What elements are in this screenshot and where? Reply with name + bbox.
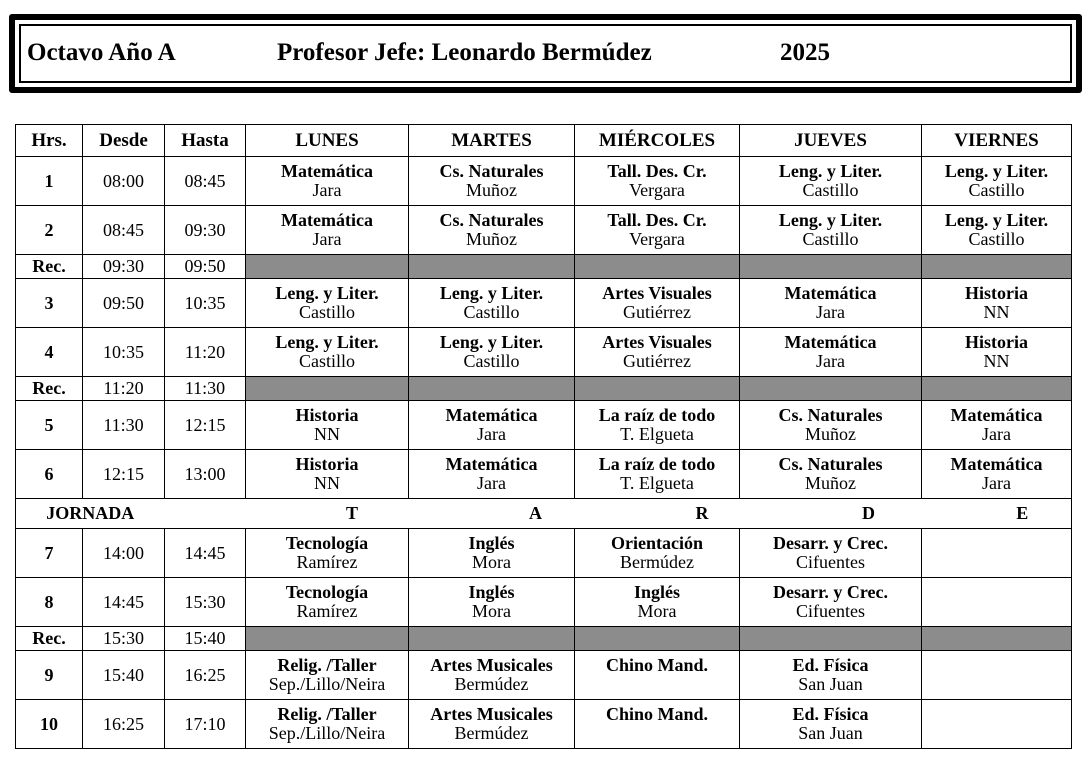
recess-cell <box>740 255 922 279</box>
subject-name: Leng. y Liter. <box>439 283 544 303</box>
teacher-name: Bermúdez <box>620 552 694 572</box>
recess-cell <box>575 377 740 401</box>
subject-name: Desarr. y Crec. <box>773 582 888 602</box>
teacher-name: Castillo <box>968 229 1025 249</box>
class-cell <box>922 401 1072 450</box>
recess-label: Rec. <box>16 627 83 651</box>
class-cell <box>740 450 922 499</box>
end-time: 12:15 <box>165 401 246 450</box>
subject-name: Matemática <box>784 283 877 303</box>
start-time: 08:00 <box>83 157 165 206</box>
teacher-name: Muñoz <box>466 229 517 249</box>
subject-name: Matemática <box>281 161 373 181</box>
subject-name: Cs. Naturales <box>778 454 883 474</box>
period-number: 2 <box>16 206 83 255</box>
recess-cell <box>575 255 740 279</box>
teacher-name: Muñoz <box>805 424 856 444</box>
subject-name: Inglés <box>633 582 680 602</box>
recess-cell <box>922 377 1072 401</box>
teacher-name: Jara <box>477 424 506 444</box>
teacher-name: Castillo <box>968 180 1025 200</box>
subject-name: Historia <box>295 405 359 425</box>
period-number: 4 <box>16 328 83 377</box>
subject-name: La raíz de todo <box>598 454 716 474</box>
class-cell <box>922 651 1072 700</box>
teacher-name: Jara <box>982 424 1011 444</box>
teacher-name: NN <box>314 473 340 493</box>
subject-name: Leng. y Liter. <box>275 332 379 352</box>
teacher-name: T. Elgueta <box>620 424 694 444</box>
subject-name: Matemática <box>281 210 373 230</box>
teacher-name: Jara <box>477 473 506 493</box>
end-time: 16:25 <box>165 651 246 700</box>
period-row <box>16 401 1072 450</box>
period-row <box>16 529 1072 578</box>
schedule-title-box <box>9 14 1082 93</box>
teacher-name: Gutiérrez <box>623 302 691 322</box>
teacher-name <box>922 715 1071 734</box>
class-cell <box>740 279 922 328</box>
recess-cell <box>922 255 1072 279</box>
teacher-name <box>575 724 739 743</box>
jornada-row <box>16 499 1072 529</box>
subject-name: Matemática <box>950 405 1043 425</box>
teacher-name: Muñoz <box>805 473 856 493</box>
class-cell <box>409 157 575 206</box>
recess-cell <box>740 377 922 401</box>
subject-name: Artes Musicales <box>430 704 553 724</box>
header-row <box>16 125 1072 157</box>
recess-row <box>16 627 1072 651</box>
class-cell <box>246 700 409 749</box>
teacher-name: T. Elgueta <box>620 473 694 493</box>
class-cell <box>246 651 409 700</box>
class-cell <box>246 328 409 377</box>
recess-cell <box>246 255 409 279</box>
teacher-name: Jara <box>312 180 342 200</box>
class-name: Octavo Año A <box>27 39 176 66</box>
jornada-spacer <box>165 499 246 529</box>
subject-name: Historia <box>295 454 359 474</box>
start-time: 14:45 <box>83 578 165 627</box>
class-cell <box>246 157 409 206</box>
subject-name: Matemática <box>445 405 538 425</box>
period-row <box>16 700 1072 749</box>
teacher-name: Muñoz <box>466 180 517 200</box>
jornada-letter: T <box>246 499 409 529</box>
class-cell <box>246 529 409 578</box>
teacher-name: San Juan <box>798 723 863 743</box>
class-cell <box>409 450 575 499</box>
teacher-name: Sep./Lillo/Neira <box>268 723 386 743</box>
subject-name: Relig. /Taller <box>277 655 377 675</box>
class-cell <box>922 279 1072 328</box>
subject-name: Artes Musicales <box>430 655 553 675</box>
title-inner-frame <box>19 24 1072 83</box>
subject-name: Leng. y Liter. <box>778 161 883 181</box>
teacher-name <box>922 544 1071 563</box>
subject-name: Matemática <box>950 454 1043 474</box>
class-cell <box>409 279 575 328</box>
subject-name: Ed. Física <box>792 704 869 724</box>
period-number: 6 <box>16 450 83 499</box>
class-cell <box>246 206 409 255</box>
subject-name: Ed. Física <box>792 655 869 675</box>
class-cell <box>409 328 575 377</box>
jornada-label: JORNADA <box>16 499 165 529</box>
teacher-name: Bermúdez <box>454 674 529 694</box>
subject-name: Leng. y Liter. <box>439 332 544 352</box>
teacher-name: Jara <box>312 229 342 249</box>
start-time: 12:15 <box>83 450 165 499</box>
subject-name: Artes Visuales <box>602 283 712 303</box>
class-cell <box>740 651 922 700</box>
period-row <box>16 450 1072 499</box>
class-cell <box>922 529 1072 578</box>
jornada-letter: E <box>922 499 1072 529</box>
subject-name: Inglés <box>468 582 515 602</box>
class-cell <box>246 279 409 328</box>
teacher-name: Jara <box>816 351 845 371</box>
jornada-letter: R <box>575 499 740 529</box>
jornada-letter: A <box>409 499 575 529</box>
recess-cell <box>740 627 922 651</box>
subject-name: Tecnología <box>285 582 369 602</box>
period-row <box>16 578 1072 627</box>
subject-name: Artes Visuales <box>602 332 712 352</box>
col-header-hrs: Hrs. <box>16 125 83 157</box>
class-cell <box>740 328 922 377</box>
recess-cell <box>409 627 575 651</box>
class-cell <box>409 206 575 255</box>
recess-label: Rec. <box>16 255 83 279</box>
teacher-name: Ramírez <box>296 552 358 572</box>
subject-name: Tall. Des. Cr. <box>607 210 707 230</box>
period-number: 10 <box>16 700 83 749</box>
col-header-friday: VIERNES <box>922 125 1072 157</box>
start-time: 15:30 <box>83 627 165 651</box>
class-cell <box>740 157 922 206</box>
jornada-block <box>16 499 1072 529</box>
subject-name: Orientación <box>611 533 703 553</box>
teacher-name: Mora <box>637 601 677 621</box>
subject-name: Leng. y Liter. <box>944 161 1049 181</box>
teacher-name: San Juan <box>798 674 863 694</box>
class-cell <box>575 206 740 255</box>
teacher-name: Castillo <box>298 302 355 322</box>
school-year: 2025 <box>780 39 830 66</box>
subject-name: La raíz de todo <box>598 405 716 425</box>
end-time: 11:30 <box>165 377 246 401</box>
end-time: 13:00 <box>165 450 246 499</box>
class-cell <box>409 401 575 450</box>
end-time: 08:45 <box>165 157 246 206</box>
teacher-name: Ramírez <box>296 601 358 621</box>
subject-name: Matemática <box>445 454 538 474</box>
class-cell <box>740 401 922 450</box>
class-cell <box>575 700 740 749</box>
col-header-to: Hasta <box>165 125 246 157</box>
col-header-monday: LUNES <box>246 125 409 157</box>
subject-name: Chino Mand. <box>605 704 709 724</box>
recess-cell <box>246 627 409 651</box>
class-cell <box>575 578 740 627</box>
class-cell <box>575 328 740 377</box>
subject-name: Relig. /Taller <box>277 704 377 724</box>
class-cell <box>409 700 575 749</box>
period-row <box>16 651 1072 700</box>
end-time: 17:10 <box>165 700 246 749</box>
subject-name: Historia <box>965 332 1028 352</box>
end-time: 10:35 <box>165 279 246 328</box>
subject-name: Leng. y Liter. <box>275 283 379 303</box>
subject-name: Matemática <box>784 332 877 352</box>
subject-name: Cs. Naturales <box>439 210 544 230</box>
start-time: 10:35 <box>83 328 165 377</box>
subject-name: Desarr. y Crec. <box>773 533 888 553</box>
class-cell <box>922 328 1072 377</box>
end-time: 14:45 <box>165 529 246 578</box>
class-cell <box>922 578 1072 627</box>
col-header-thursday: JUEVES <box>740 125 922 157</box>
start-time: 09:50 <box>83 279 165 328</box>
teacher-name: Castillo <box>802 180 859 200</box>
subject-name: Cs. Naturales <box>778 405 883 425</box>
subject-name: Leng. y Liter. <box>778 210 883 230</box>
class-cell <box>575 279 740 328</box>
recess-label: Rec. <box>16 377 83 401</box>
class-cell <box>246 578 409 627</box>
period-number: 9 <box>16 651 83 700</box>
class-cell <box>922 450 1072 499</box>
recess-cell <box>575 627 740 651</box>
end-time: 11:20 <box>165 328 246 377</box>
teacher-name: Vergara <box>629 180 685 200</box>
teacher-name: Sep./Lillo/Neira <box>268 674 386 694</box>
teacher-name: Mora <box>472 601 511 621</box>
col-header-wednesday: MIÉRCOLES <box>575 125 740 157</box>
class-cell <box>575 157 740 206</box>
teacher-name <box>575 675 739 694</box>
teacher-name <box>922 666 1071 685</box>
start-time: 08:45 <box>83 206 165 255</box>
class-cell <box>575 450 740 499</box>
period-number: 7 <box>16 529 83 578</box>
end-time: 15:30 <box>165 578 246 627</box>
class-cell <box>740 529 922 578</box>
class-cell <box>922 206 1072 255</box>
class-cell <box>922 700 1072 749</box>
subject-name: Tall. Des. Cr. <box>607 161 707 181</box>
class-cell <box>246 450 409 499</box>
recess-cell <box>409 377 575 401</box>
recess-row <box>16 255 1072 279</box>
teacher-name: Jara <box>816 302 845 322</box>
teacher-name: Castillo <box>463 351 520 371</box>
period-row <box>16 328 1072 377</box>
period-row <box>16 206 1072 255</box>
recess-row <box>16 377 1072 401</box>
period-number: 1 <box>16 157 83 206</box>
recess-cell <box>409 255 575 279</box>
teacher-name: Castillo <box>463 302 520 322</box>
teacher-name: Gutiérrez <box>623 351 691 371</box>
subject-name: Leng. y Liter. <box>944 210 1049 230</box>
teacher-name: Castillo <box>298 351 355 371</box>
teacher-name: Mora <box>472 552 511 572</box>
teacher-name: Castillo <box>802 229 859 249</box>
class-cell <box>246 401 409 450</box>
teacher-name: Vergara <box>629 229 685 249</box>
subject-name: Chino Mand. <box>605 655 709 675</box>
recess-cell <box>246 377 409 401</box>
period-number: 5 <box>16 401 83 450</box>
afternoon-block <box>16 529 1072 749</box>
start-time: 09:30 <box>83 255 165 279</box>
class-cell <box>922 157 1072 206</box>
start-time: 11:20 <box>83 377 165 401</box>
class-cell <box>575 651 740 700</box>
end-time: 09:50 <box>165 255 246 279</box>
start-time: 16:25 <box>83 700 165 749</box>
teacher-name: Bermúdez <box>454 723 529 743</box>
col-header-from: Desde <box>83 125 165 157</box>
period-row <box>16 279 1072 328</box>
morning-block <box>16 157 1072 499</box>
period-number: 3 <box>16 279 83 328</box>
teacher-name: Cifuentes <box>796 601 865 621</box>
start-time: 11:30 <box>83 401 165 450</box>
subject-name: Tecnología <box>285 533 369 553</box>
head-teacher: Profesor Jefe: Leonardo Bermúdez <box>277 39 652 66</box>
class-cell <box>409 529 575 578</box>
class-cell <box>740 578 922 627</box>
class-cell <box>409 578 575 627</box>
timetable <box>15 124 1072 749</box>
teacher-name: Cifuentes <box>796 552 865 572</box>
period-row <box>16 157 1072 206</box>
class-cell <box>740 206 922 255</box>
class-cell <box>575 401 740 450</box>
class-cell <box>740 700 922 749</box>
start-time: 15:40 <box>83 651 165 700</box>
teacher-name: Jara <box>982 473 1011 493</box>
subject-name: Historia <box>965 283 1028 303</box>
recess-cell <box>922 627 1072 651</box>
teacher-name <box>922 593 1071 612</box>
start-time: 14:00 <box>83 529 165 578</box>
class-cell <box>409 651 575 700</box>
teacher-name: NN <box>314 424 340 444</box>
period-number: 8 <box>16 578 83 627</box>
end-time: 09:30 <box>165 206 246 255</box>
subject-name: Cs. Naturales <box>439 161 544 181</box>
teacher-name: NN <box>983 351 1010 371</box>
jornada-letter: D <box>740 499 922 529</box>
class-cell <box>575 529 740 578</box>
subject-name: Inglés <box>468 533 515 553</box>
teacher-name: NN <box>983 302 1010 322</box>
col-header-tuesday: MARTES <box>409 125 575 157</box>
end-time: 15:40 <box>165 627 246 651</box>
